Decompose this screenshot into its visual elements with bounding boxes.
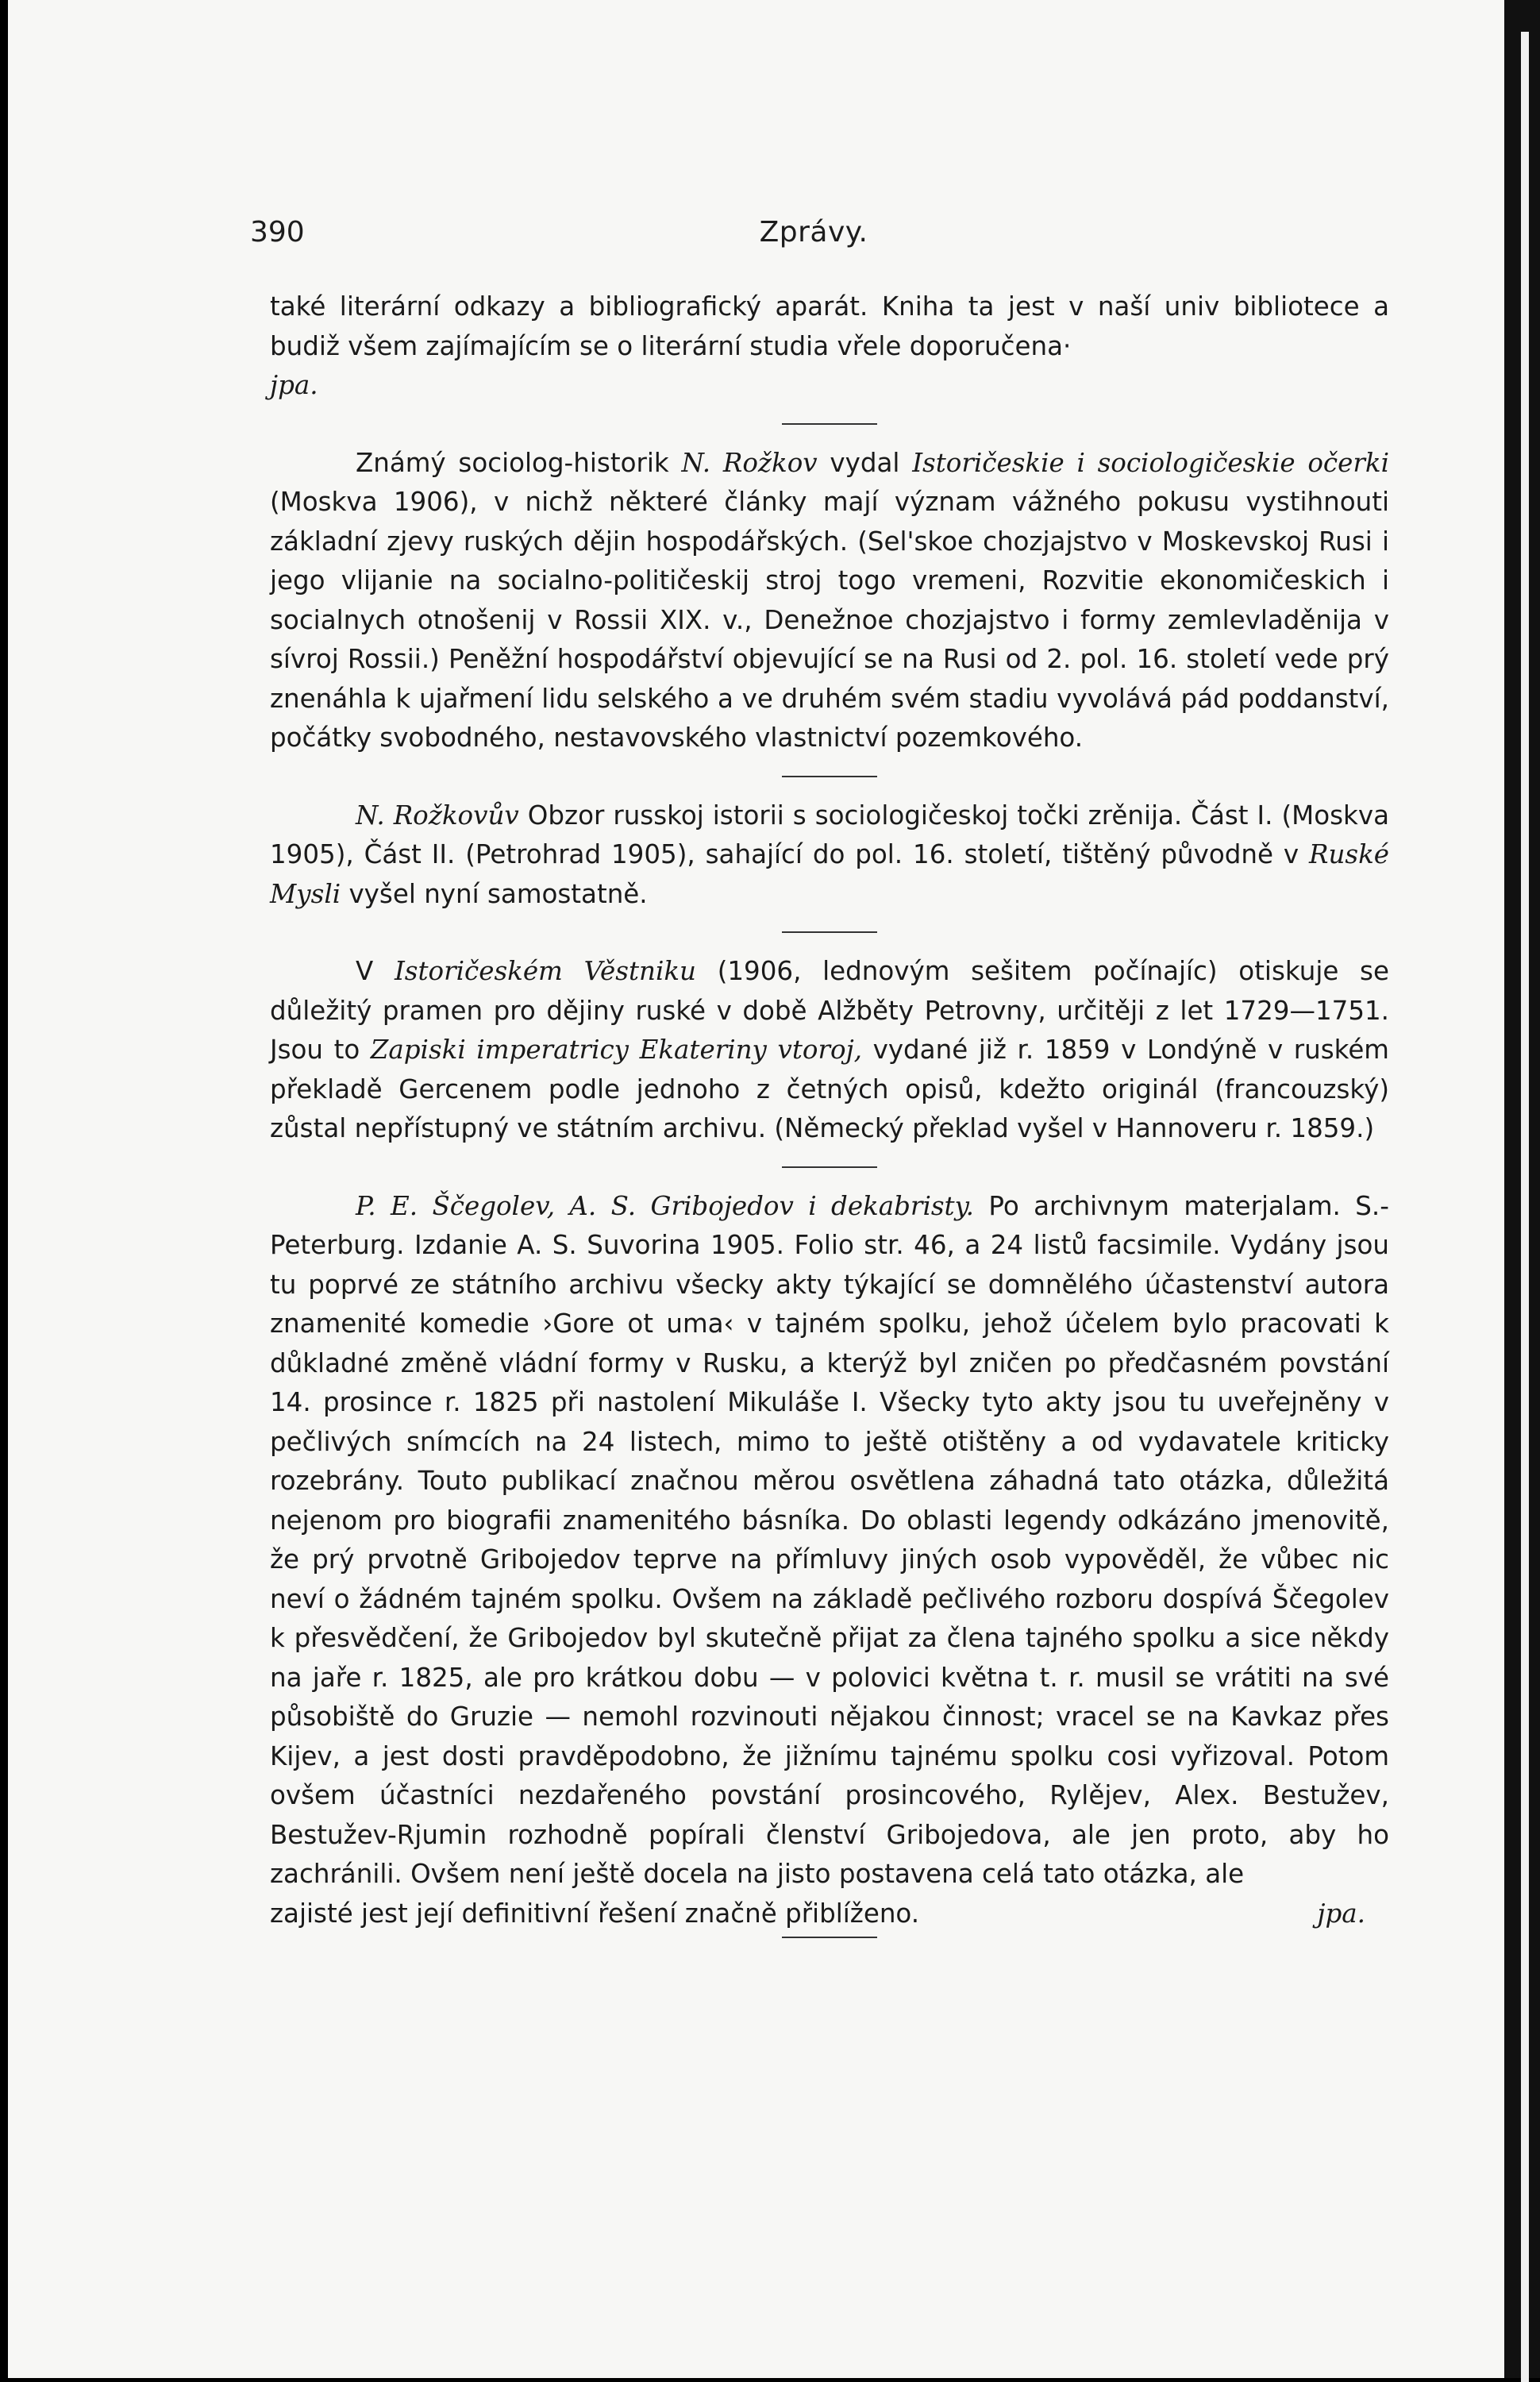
- book-spine-edge: [1521, 32, 1529, 2382]
- paragraph-3: [270, 796, 1389, 915]
- p3-journal: Ruské Mysli: [270, 839, 1389, 909]
- p3-text-1: Obzor russkoj istorii s sociologičeskoj točki zrěnija. Část I. (Moskva 1905), Část II. (Petrohrad 1905), sahající do pol. 16. století, tištěný původně v: [270, 800, 1389, 869]
- p5-text-1: Po archivnym materjalam. S.-Peterburg. Izdanie A. S. Suvorina 1905. Folio str. 46, a 24 listů facsimile. Vydány jsou tu poprvé ze státního archivu všecky akty týkající se domnělého účastenství autora znamenité komedie ›Gore ot uma‹ v tajném spolku, jehož účelem bylo pracovati k důkladné změně vládní formy v Rusku, a kterýž byl zničen po předčasném povstání 14. prosince r. 1825 při nastolení Mikuláše I. Všecky tyto akty jsou tu uveřejněny v pečlivých snímcích na 24 listech, mimo to ještě otištěny a od vydavatele kriticky rozebrány. Touto publikací značnou měrou osvětlena záhadná tato otázka, důležitá nejenom pro biografii znamenitého básníka. Do oblasti legendy odkázáno jmenovitě, že prý prvotně Gribojedov teprve na přímluvy jiných osob vypověděl, že vůbec nic neví o žádném tajném spolku. Ovšem na základě pečlivého rozboru dospívá Ščegolev k přesvědčení, že Gribojedov byl skutečně přijat za člena tajného spolku a sice někdy na jaře r. 1825, ale pro krátkou dobu — v polovici května t. r. musil se vrátiti na své působiště do Gruzie — nemohl rozvinouti nějakou činnost; vracel se na Kavkaz přes Kijev, a jest dosti pravděpodobno, že jižnímu tajnému spolku cosi vyřizoval. Potom ovšem účastníci nezdařeného povstání prosincového, Rylějev, Alex. Bestužev, Bestužev-Rjumin rozhodně popírali členství Gribojedova, ale jen proto, aby ho zachránili. Ovšem není ještě docela na jisto postavena celá tato otázka, ale: [270, 1190, 1389, 1889]
- p3-author: N. Rožkovův: [356, 800, 519, 831]
- paragraph-4: [270, 952, 1389, 1149]
- p2-author: N. Rožkov: [681, 447, 818, 478]
- separator-4: [782, 1166, 877, 1168]
- paragraph-1: také literární odkazy a bibliografický aparát. Kniha ta jest v naší univ bibliotece a budiž všem zajímajícím se o literární studia vřele doporučena·: [270, 291, 1389, 361]
- p4-text-3: vydané již r. 1859 v Londýně v ruském překladě Gercenem podle jednoho z četných opisů, kdežto originál (francouzský) zůstal nepřístupný ve státním archivu. (Německý překlad vyšel v Hannoveru r. 1859.): [270, 1035, 1389, 1143]
- page-header: [250, 216, 1377, 256]
- paragraph-5-last-line: [270, 1894, 1389, 1934]
- p3-text-2: vyšel nyní samostatně.: [341, 878, 648, 909]
- p2-text-2: vydal: [817, 447, 913, 478]
- separator-5: [782, 1937, 877, 1938]
- page-body: [270, 287, 1389, 1957]
- p4-text-2: (1906, lednovým sešitem počínajíc) otiskuje se důležitý pramen pro dějiny ruské v době Alžběty Petrovny, určitěji z let 1729—1751. Jsou to: [270, 956, 1389, 1065]
- separator-2: [782, 776, 877, 777]
- p4-journal: Istoričeském Věstniku: [394, 956, 696, 986]
- paragraph-2: [270, 444, 1389, 758]
- p5-last-line-text: zajisté jest její definitivní řešení značně přiblíženo.: [270, 1898, 920, 1929]
- separator-3: [782, 931, 877, 933]
- signature-1: jpa.: [270, 370, 318, 400]
- p4-text-1: V: [356, 956, 395, 986]
- p2-text-1: Známý sociolog-historik: [356, 447, 682, 478]
- running-title: Zprávy.: [759, 216, 868, 249]
- separator-1: [782, 423, 877, 425]
- page-number: 390: [250, 216, 305, 249]
- book-page: [8, 0, 1504, 2378]
- p4-title: Zapiski imperatricy Ekateriny vtoroj,: [370, 1035, 862, 1065]
- paragraph-5: [270, 1187, 1389, 1894]
- p5-authors: P. E. Ščegolev, A. S. Gribojedov i dekabristy.: [356, 1190, 974, 1221]
- p2-text-3: (Moskva 1906), v nichž některé články mají význam vážného pokusu vystihnouti základní zjevy ruských dějin hospodářských. (Sel'skoe chozjajstvo v Moskevskoj Rusi i jego vlijanie na socialno-političeskij stroj togo vremeni, Rozvitie ekonomičeskich i socialnych otnošenij v Rossii XIX. v., Denežnoe chozjajstvo i formy zemlevladěnija v sívroj Rossii.) Peněžní hospodářství objevující se na Rusi od 2. pol. 16. století vede prý znenáhla k ujařmení lidu selského a ve druhém svém stadiu vyvolává pád poddanství, počátky svobodného, nestavovského vlastnictví pozemkového.: [270, 487, 1389, 753]
- signature-2: jpa.: [1317, 1898, 1365, 1929]
- p2-book-title: Istoričeskie i sociologičeskie očerki: [912, 447, 1389, 478]
